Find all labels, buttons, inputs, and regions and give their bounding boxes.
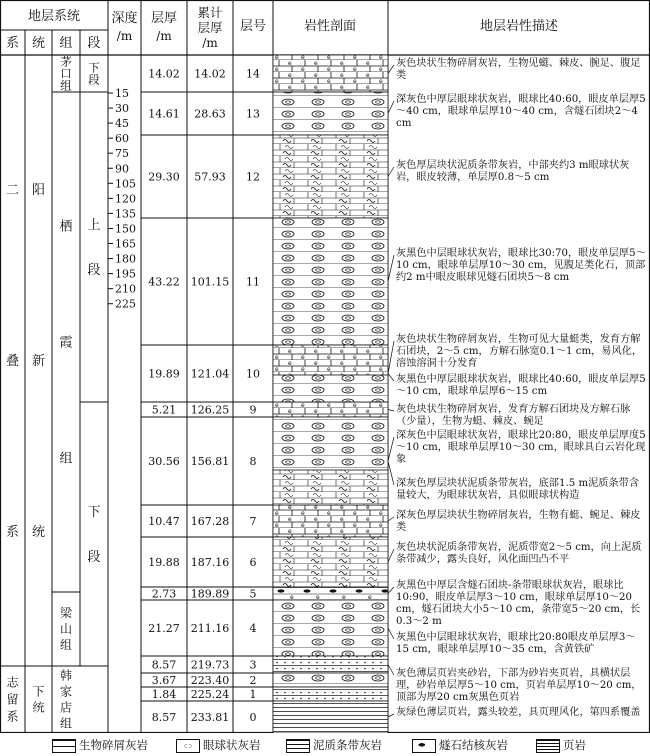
svg-text:山: 山 xyxy=(59,622,73,637)
layer-thickness: 8.57 xyxy=(151,711,177,724)
layer-cumulative: 57.93 xyxy=(194,170,226,184)
svg-text:韩: 韩 xyxy=(59,668,73,683)
svg-text:霞: 霞 xyxy=(59,335,73,351)
leader-line xyxy=(388,167,394,177)
depth-tick-label: 195 xyxy=(115,267,136,281)
layer-thickness: 19.88 xyxy=(148,556,180,569)
layer-cumulative: 28.63 xyxy=(194,107,226,121)
lithology-layer xyxy=(273,218,388,345)
member-lower-2 xyxy=(87,505,100,565)
legend-item xyxy=(52,737,148,753)
svg-text:组: 组 xyxy=(59,716,73,731)
legend-label: 页岩 xyxy=(563,738,586,752)
header-depth-unit: /m xyxy=(116,29,133,43)
layer-cumulative: 189.89 xyxy=(190,587,230,601)
layer-number: 5 xyxy=(249,587,257,601)
layer-cumulative: 187.16 xyxy=(190,556,230,569)
svg-text:系: 系 xyxy=(5,525,20,541)
svg-text:下: 下 xyxy=(87,505,101,521)
header-thick: 层厚 xyxy=(150,11,178,26)
banded-swatch-icon xyxy=(286,739,310,753)
depth-tick-label: 105 xyxy=(115,177,136,191)
lithology-layer xyxy=(273,600,388,656)
svg-text:组: 组 xyxy=(59,638,73,653)
depth-tick-label: 45 xyxy=(115,117,129,131)
layer-cumulative: 233.81 xyxy=(190,711,230,724)
leader-line xyxy=(388,628,394,639)
legend-label: 生物碎屑灰岩 xyxy=(79,738,148,752)
layer-thickness: 8.57 xyxy=(151,658,177,672)
layer-description: 灰黑色中层眼球状灰岩，眼球比20:80眼皮单层厚3～15 cm，眼球单层厚10～35 cm，含黄铁矿 xyxy=(396,632,646,656)
layer-thickness: 19.89 xyxy=(148,367,180,381)
svg-text:统: 统 xyxy=(31,525,46,541)
svg-text:家: 家 xyxy=(59,684,73,699)
leader-line xyxy=(388,374,394,382)
header-layer-no: 层号 xyxy=(239,19,267,34)
layer-thickness: 5.21 xyxy=(151,403,177,417)
leader-line xyxy=(388,665,394,676)
leader-line xyxy=(388,255,394,282)
header-thick-unit: /m xyxy=(156,29,172,43)
layer-number: 1 xyxy=(249,688,257,701)
layer-description: 灰黑色中厚层含燧石团块-条带眼球状灰岩，眼球比10:90，眼皮单层厚3～10 cm，眼球单层厚10～20 cm，燧石团块大小5～10 cm，条带宽5～20 cm，长0.3～2 m xyxy=(396,580,646,628)
layer-description: 灰色块状生物碎屑灰岩，发育方解石团块及方解石脉（少量），生物为蜓、棘皮、蜿足 xyxy=(396,404,646,428)
depth-tick-label: 180 xyxy=(115,252,136,266)
leader-line xyxy=(388,65,394,74)
system-silurian xyxy=(6,675,19,724)
header-cum2: 层厚 xyxy=(197,20,223,35)
member-lower-1 xyxy=(88,61,100,87)
lithology-layer xyxy=(273,402,388,417)
leader-line xyxy=(388,410,394,412)
layer-description: 深灰色厚层块状泥质条带灰岩，底部1.5 m泥质条带含量较大，为眼球状灰岩，具似眼球状构造 xyxy=(396,478,646,502)
layer-number: 11 xyxy=(246,275,260,289)
layer-thickness: 2.73 xyxy=(151,587,177,601)
header-cum-unit: /m xyxy=(202,36,218,50)
layer-number: 10 xyxy=(246,367,260,381)
depth-tick-label: 210 xyxy=(115,282,136,296)
legend-item xyxy=(286,737,382,753)
layer-number: 4 xyxy=(249,622,257,635)
bioclastic-swatch-icon xyxy=(52,739,76,753)
legend-item xyxy=(536,737,586,753)
layer-cumulative: 126.25 xyxy=(190,403,230,417)
leader-line xyxy=(388,714,394,717)
layer-cumulative: 14.02 xyxy=(194,67,226,81)
lithology-layer xyxy=(273,673,388,687)
layer-number: 6 xyxy=(249,556,257,569)
header-section: 岩性剖面 xyxy=(303,19,357,34)
svg-text:志: 志 xyxy=(6,675,19,690)
layer-number: 9 xyxy=(249,403,257,417)
depth-tick-label: 30 xyxy=(115,102,129,116)
layer-description: 深灰色厚层块状生物碎屑灰岩，生物有蜓、蜿足、棘皮类 xyxy=(396,510,646,534)
lithology-sublayer xyxy=(273,375,388,402)
layer-thickness: 14.61 xyxy=(148,107,180,121)
svg-text:段: 段 xyxy=(87,263,101,279)
depth-tick-label: 135 xyxy=(115,207,136,221)
layer-thickness: 1.84 xyxy=(151,688,177,701)
layer-number: 0 xyxy=(249,711,257,724)
layer-description: 灰绿色薄层页岩，露头较差，具页理风化，第四系覆盖 xyxy=(396,707,646,719)
layer-thickness: 21.27 xyxy=(148,622,180,635)
lithology-layer xyxy=(273,92,388,135)
header-zu: 组 xyxy=(59,36,73,51)
layer-thickness: 30.56 xyxy=(148,455,180,468)
svg-text:下: 下 xyxy=(88,60,100,75)
layer-cumulative: 211.16 xyxy=(190,622,230,635)
shale-swatch-icon xyxy=(536,739,560,753)
lithology-layer xyxy=(273,656,388,673)
svg-text:店: 店 xyxy=(59,700,73,715)
svg-text:二: 二 xyxy=(5,183,20,199)
layer-description: 深灰色中厚层眼球状灰岩，眼球比40:60，眼皮单层厚5～40 cm，眼球单层厚10～40 cm，含燧石团块2～4 cm xyxy=(396,94,646,129)
svg-text:茅: 茅 xyxy=(60,54,72,69)
svg-text:梁: 梁 xyxy=(59,606,73,621)
header-cum: 累计 xyxy=(197,5,223,20)
lithology-layer xyxy=(273,505,388,537)
layer-description: 灰色薄层页岩夹砂岩，下部为砂岩夹页岩，具横状层理，砂岩单层厚5～10 cm，页岩单层厚10～20 cm，顶部为厚20 cm灰黑色页岩 xyxy=(396,668,646,704)
svg-text:段: 段 xyxy=(87,550,101,566)
depth-tick-label: 15 xyxy=(115,87,129,100)
lithology-layer xyxy=(273,135,388,218)
layer-thickness: 14.02 xyxy=(148,67,180,81)
svg-text:下: 下 xyxy=(32,684,45,699)
legend-item xyxy=(412,737,508,753)
leader-line xyxy=(388,461,394,485)
layer-cumulative: 225.24 xyxy=(190,688,230,701)
layer-cumulative: 121.04 xyxy=(190,367,230,381)
leader-line xyxy=(388,341,394,374)
leader-line xyxy=(388,587,394,594)
legend-label: 泥质条带灰岩 xyxy=(313,738,382,752)
leader-line xyxy=(388,549,394,562)
member-upper xyxy=(87,218,100,278)
formation-hanjiadian xyxy=(60,668,72,731)
svg-text:统: 统 xyxy=(32,700,45,715)
layer-cumulative: 223.40 xyxy=(190,674,230,687)
layer-thickness: 10.47 xyxy=(148,515,180,528)
legend-label: 燧石结核灰岩 xyxy=(439,738,508,752)
layer-thickness: 29.30 xyxy=(148,170,180,184)
svg-text:系: 系 xyxy=(6,709,19,724)
layer-cumulative: 167.28 xyxy=(190,515,230,528)
header-xi: 系 xyxy=(5,36,20,51)
depth-tick-label: 90 xyxy=(115,162,129,176)
formation-liangshan xyxy=(60,605,73,652)
layer-description: 灰黑色中厚层眼球状灰岩，眼球比40:60，眼皮单层厚5～10 cm，眼球单层厚6～15 cm xyxy=(396,374,646,397)
lithology-layer xyxy=(273,687,388,701)
layer-number: 3 xyxy=(249,658,257,672)
augen-swatch-icon xyxy=(176,739,200,753)
lithology-layer xyxy=(273,587,388,600)
chert-swatch-icon xyxy=(412,739,436,753)
lithology-layer xyxy=(273,537,388,587)
formation-qixia xyxy=(59,219,72,467)
formation-maokou xyxy=(60,55,72,93)
layer-number: 14 xyxy=(246,67,260,81)
depth-tick-label: 60 xyxy=(115,132,129,146)
svg-text:口: 口 xyxy=(60,66,72,81)
leader-line xyxy=(388,101,394,114)
layer-description: 灰色厚层块状泥质条带灰岩，中部夹约3 m眼球状灰岩，眼皮较薄，单层厚0.8～5 cm xyxy=(396,160,646,184)
depth-tick-label: 75 xyxy=(115,147,129,161)
depth-tick-label: 120 xyxy=(115,192,136,206)
lithology-layer xyxy=(273,55,388,92)
leader-line xyxy=(388,437,394,461)
layer-description: 灰黑色中层眼球状灰岩，眼球比30:70，眼皮单层厚5～10 cm，眼球单层厚10～30 cm，见腹足类化石，顶部约2 m中眼皮眼球见燧石团块5～8 cm xyxy=(396,248,646,283)
lithology-layer xyxy=(273,701,388,733)
series-lower xyxy=(32,685,44,715)
svg-text:组: 组 xyxy=(60,78,72,93)
svg-text:上: 上 xyxy=(87,218,101,234)
layer-number: 12 xyxy=(246,170,260,184)
layer-thickness: 3.67 xyxy=(151,674,177,687)
depth-tick-label: 165 xyxy=(115,237,136,251)
layer-thickness: 43.22 xyxy=(148,275,180,289)
layer-cumulative: 156.81 xyxy=(190,455,230,468)
legend-item xyxy=(176,737,261,753)
legend-label: 眼球状灰岩 xyxy=(203,738,261,752)
leader-line xyxy=(388,517,394,521)
header-desc: 地层岩性描述 xyxy=(479,19,559,34)
layer-number: 7 xyxy=(249,515,257,528)
depth-tick-label: 225 xyxy=(115,297,136,311)
svg-text:阳: 阳 xyxy=(31,183,46,199)
layer-number: 8 xyxy=(249,455,257,468)
series-yangxin xyxy=(32,183,45,540)
layer-cumulative: 101.15 xyxy=(190,275,230,289)
layer-description: 灰色块状泥质条带灰岩，泥质带宽2～5 cm，向上泥质条带减少，露头良好，风化面凹凸不平 xyxy=(396,542,646,566)
legend xyxy=(0,733,650,755)
header-system: 地层系统 xyxy=(27,9,81,24)
system-permian xyxy=(6,183,19,540)
header-tong: 统 xyxy=(31,36,46,51)
svg-text:叠: 叠 xyxy=(5,354,20,370)
layer-description: 灰色块状生物碎屑灰岩，生物可见大量蜓类，发育方解石团块，2～5 cm，方解石脉宽0.1～1 cm，易风化，溶蚀溶洞十分发育 xyxy=(396,334,646,370)
layer-number: 13 xyxy=(246,107,260,121)
svg-text:留: 留 xyxy=(6,692,19,707)
svg-text:段: 段 xyxy=(88,72,100,87)
header-duan: 段 xyxy=(87,36,101,51)
lithology-sublayer xyxy=(273,470,388,505)
layer-description: 灰色块状生物碎屑灰岩，生物见䗴、棘皮、腕足、腹足类 xyxy=(396,58,646,82)
svg-text:新: 新 xyxy=(31,354,46,370)
depth-tick-label: 150 xyxy=(115,222,136,236)
layer-cumulative: 219.73 xyxy=(190,658,230,672)
svg-text:组: 组 xyxy=(59,451,73,467)
layer-number: 2 xyxy=(249,674,257,687)
layer-description: 深灰色中层眼球状灰岩，眼球比20:80，眼皮单层厚度5～10 cm，眼球单层厚10～30 cm，眼球具白云岩化现象 xyxy=(396,430,646,465)
svg-text:栖: 栖 xyxy=(59,219,73,235)
header-depth: 深度 xyxy=(111,11,138,26)
